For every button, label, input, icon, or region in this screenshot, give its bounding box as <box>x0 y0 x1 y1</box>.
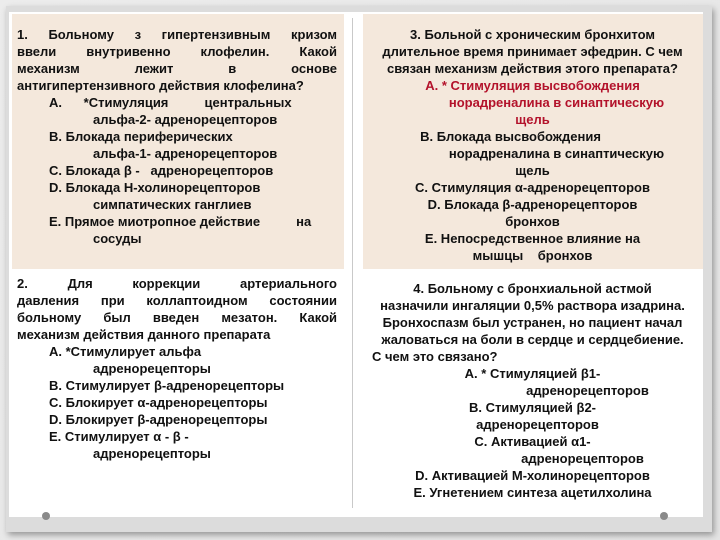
decorative-dot <box>42 512 50 520</box>
question-2-stem-line: 2. Для коррекции артериального <box>17 276 337 291</box>
question-4-stem-line: С чем это связано? <box>372 349 498 364</box>
question-4 <box>370 280 695 501</box>
question-1-stem-line: ввели внутривенно клофелин. Какой <box>17 44 337 59</box>
question-1-stem-line: антигипертензивного действия клофелина? <box>17 78 304 93</box>
question-4-stem-line: Бронхоспазм был устранен, но пациент начал <box>382 315 683 330</box>
question-4-answer-c: С. Активацией α1- <box>474 434 591 449</box>
question-3-stem-line: 3. Больной с хроническим бронхитом <box>410 27 655 42</box>
decorative-dot <box>660 512 668 520</box>
question-3-answer-e: Е. Непосредственное влияние на <box>424 231 641 246</box>
question-4-stem-line: 4. Больному с бронхиальной астмой <box>413 281 652 296</box>
column-divider <box>352 18 353 508</box>
question-4-answer-a-cont: адренорецепторов <box>526 383 649 398</box>
right-column <box>370 26 695 501</box>
question-2-answer-b: В. Стимулирует β-адренорецепторы <box>49 378 285 393</box>
question-3-answer-c: С. Стимуляция α-адренорецепторов <box>415 180 650 195</box>
question-4-stem-line: жаловаться на боли в сердце и сердцебиение. <box>381 332 684 347</box>
question-1-answer-d-cont: симпатических ганглиев <box>93 197 252 212</box>
question-2-answer-e: Е. Стимулирует α - β - <box>49 429 189 444</box>
question-4-answer-b-cont: адренорецепторов <box>476 417 599 432</box>
question-2-answer-c: С. Блокирует α-адренорецепторы <box>49 395 268 410</box>
question-3-answer-a-cont: щель <box>515 112 550 127</box>
question-1 <box>17 26 337 247</box>
question-3-stem-line: связан механизм действия этого препарата? <box>387 61 678 76</box>
question-3 <box>370 26 695 264</box>
question-4-stem-line: назначили ингаляции 0,5% раствора изадрина. <box>380 298 685 313</box>
question-3-stem-line: длительное время принимает эфедрин. С чем <box>382 44 683 59</box>
question-3-answer-b-cont: щель <box>515 163 550 178</box>
question-3-answer-e-cont: мышцы бронхов <box>472 248 593 263</box>
question-2-answer-a: А. *Стимулирует альфа <box>49 344 202 359</box>
question-4-answer-d: D. Активацией М-холинорецепторов <box>415 468 650 483</box>
question-4-answer-e: Е. Угнетением синтеза ацетилхолина <box>413 485 652 500</box>
question-3-answer-a-cont: норадреналина в синаптическую <box>448 95 665 110</box>
question-2 <box>17 275 337 462</box>
question-4-answer-b: В. Стимуляцией β2- <box>468 400 597 415</box>
question-2-stem-line: давления при коллаптоидном состоянии <box>17 293 337 308</box>
question-1-answer-c: С. Блокада β - адренорецепторов <box>49 163 274 178</box>
question-2-stem-line: больному был введен мезатон. Какой <box>17 310 337 325</box>
question-3-answer-d-cont: бронхов <box>505 214 560 229</box>
question-3-answer-b: В. Блокада высвобождения <box>420 129 601 144</box>
question-2-answer-d: D. Блокирует β-адренорецепторы <box>49 412 268 427</box>
question-2-answer-e-cont: адренорецепторы <box>93 446 211 461</box>
question-4-answer-c-cont: адренорецепторов <box>521 451 644 466</box>
question-4-answer-a: А. * Стимуляцией β1- <box>464 366 601 381</box>
question-1-answer-a: А. *Стимуляция центральных <box>49 95 292 110</box>
question-1-answer-b: В. Блокада периферических <box>49 129 233 144</box>
question-3-answer-d: D. Блокада β-адренорецепторов <box>427 197 638 212</box>
question-1-stem-line: механизм лежит в основе <box>17 61 337 76</box>
question-3-answer-b-cont: норадреналина в синаптическую <box>448 146 665 161</box>
question-3-answer-a: А. * Стимуляция высвобождения <box>425 78 640 93</box>
question-1-answer-e: Е. Прямое миотропное действие на <box>49 214 312 229</box>
question-2-stem-line: механизм действия данного препарата <box>17 327 271 342</box>
question-1-answer-b-cont: альфа-1- адренорецепторов <box>93 146 278 161</box>
question-1-stem-line: 1. Больному з гипертензивным кризом <box>17 27 337 42</box>
question-1-answer-d: D. Блокада Н-холинорецепторов <box>49 180 261 195</box>
question-1-answer-a-cont: альфа-2- адренорецепторов <box>93 112 278 127</box>
question-1-answer-e-cont: сосуды <box>93 231 142 246</box>
question-2-answer-a-cont: адренорецепторы <box>93 361 211 376</box>
left-column <box>17 26 337 462</box>
